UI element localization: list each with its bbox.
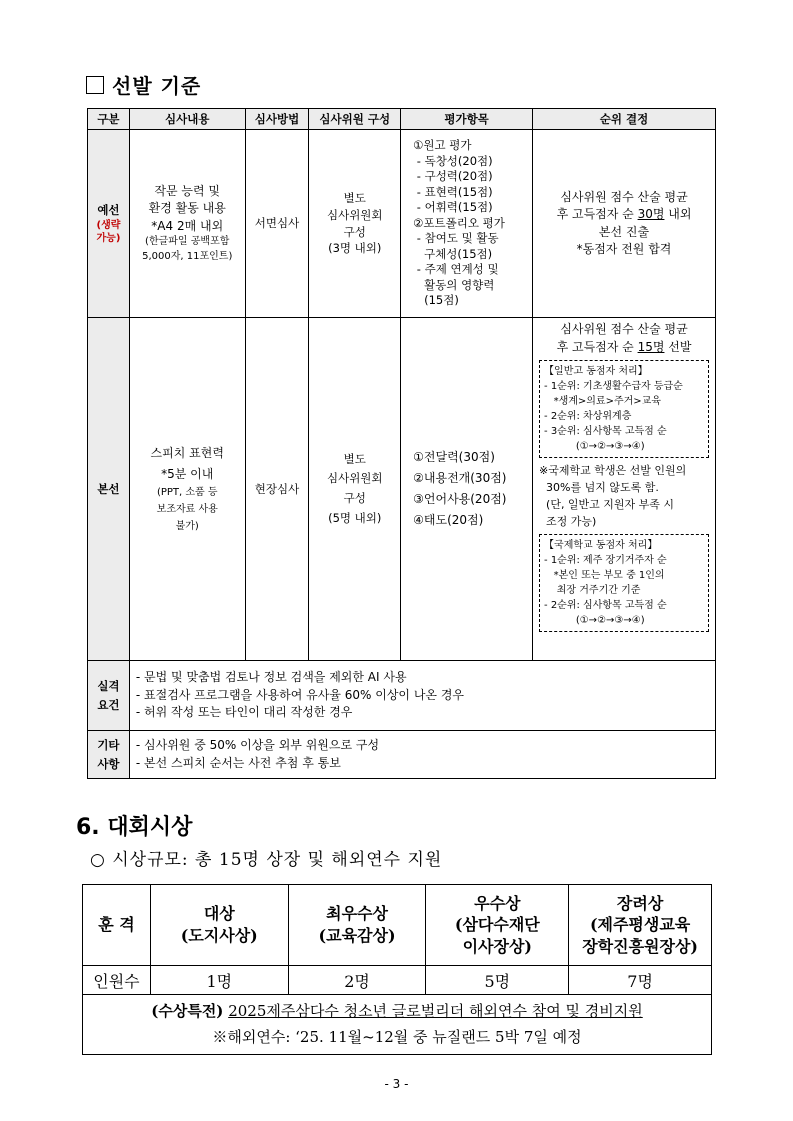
etc-row <box>88 731 716 779</box>
award-col0: 훈 격 <box>83 885 151 966</box>
etc-label: 기타 사항 <box>88 731 130 779</box>
general-tie-box: 【일반고 동점자 처리】 - 1순위: 기초생활수급자 등급순 *생계>의료>주거>교육 - 2순위: 차상위계층 - 3순위: 심사항목 고득점 순 (①→②→③→④) <box>539 360 709 458</box>
trip-note: ※해외연수: ‘25. 11월~12월 중 뉴질랜드 5박 7일 예정 <box>212 1027 582 1046</box>
final-panel: 별도 심사위원회 구성 (5명 내외) <box>309 318 401 661</box>
intl-note: ※국제학교 학생은 선발 인원의 30%를 넘지 않도록 함. (단, 일반고 지원자 부족 시 조정 가능) <box>539 464 687 529</box>
final-row <box>88 318 716 661</box>
disq-label: 실격 요건 <box>88 661 130 731</box>
section-title-awards: 6. 대회시상 <box>76 815 193 840</box>
awards-summary: ○ 시상규모: 총 15명 상장 및 해외연수 지원 <box>90 850 443 870</box>
count-label: 인원수 <box>83 966 151 995</box>
prelim-items: ①원고 평가 - 독창성(20점) - 구성력(20점) - 표현력(15점) - 어휘력(15점) ②포트폴리오 평가 - 참여도 및 활동 구체성(15점) - 주제 연계성 및 활동의 영향력 (15점) <box>401 130 533 318</box>
etc-text: - 심사위원 중 50% 이상을 외부 위원으로 구성 - 본선 스피치 순서는 사전 추첨 후 통보 <box>129 731 715 779</box>
benefit-cell <box>83 995 712 1055</box>
checkbox-square-icon <box>86 76 104 94</box>
selection-criteria-table <box>87 108 716 779</box>
table-header-row <box>88 109 716 130</box>
award-merit: 우수상 (삼다수재단 이사장상) <box>426 885 569 966</box>
count-excellence: 2명 <box>288 966 426 995</box>
prelim-content: 작문 능력 및 환경 활동 내용 *A4 2매 내외 (한글파일 공백포함 5,000자, 11포인트) <box>129 130 245 318</box>
benefit-label: (수상특전) <box>151 1002 224 1020</box>
award-encouragement: 장려상 (제주평생교육 장학진흥원장상) <box>569 885 712 966</box>
header-cell: 평가항목 <box>401 109 533 130</box>
prelim-rank: 심사위원 점수 산술 평균 후 고득점자 순 30명 내외 본선 진출 *동점자 전원 합격 <box>533 130 716 318</box>
award-header-row <box>83 885 712 966</box>
benefit-text: 2025제주삼다수 청소년 글로벌리더 해외연수 참여 및 경비지원 <box>228 1002 643 1020</box>
header-cell: 심사위원 구성 <box>309 109 401 130</box>
prelim-row <box>88 130 716 318</box>
awards-table <box>82 884 712 1055</box>
final-content: 스피치 표현력 *5분 이내 (PPT, 소품 등 보조자료 사용 불가) <box>129 318 245 661</box>
disq-text: - 문법 및 맞춤법 검토나 정보 검색을 제외한 AI 사용 - 표절검사 프로그램을 사용하여 유사율 60% 이상이 나온 경우 - 허위 작성 또는 타인이 대리 작성한 경우 <box>129 661 715 731</box>
award-count-row <box>83 966 712 995</box>
count-encouragement: 7명 <box>569 966 712 995</box>
header-cell: 순위 결정 <box>533 109 716 130</box>
final-items: ①전달력(30점) ②내용전개(30점) ③언어사용(20점) ④태도(20점) <box>401 318 533 661</box>
intl-tie-box: 【국제학교 동점자 처리】 - 1순위: 제주 장기거주자 순 *본인 또는 부모 중 1인의 최장 거주기간 기준 - 2순위: 심사항목 고득점 순 (①→②→③→④) <box>539 534 709 632</box>
count-grand: 1명 <box>150 966 288 995</box>
prelim-label: 예선 (생략 가능) <box>88 130 130 318</box>
disq-row <box>88 661 716 731</box>
prelim-method: 서면심사 <box>245 130 309 318</box>
final-rank: 심사위원 점수 산술 평균 후 고득점자 순 15명 선발 【일반고 동점자 처리】 - 1순위: 기초생활수급자 등급순 *생계>의료>주거>교육 - 2순위: 차상위계층 - 3순위: 심사항목 고득점 순 (①→②→③→④) ※국제학교 학생은 선발 인원의 30%를 넘지 않도록 함. (단, 일반고 지원자 부족 시 조정 가능) 【국제학교 동점자 처리】 - 1순위: 제주 장기거주자 순 *본인 또는 부모 중 1인의 최장 거주기간 기준 - 2순위: 심사항목 고득점 순 (①→②→③→④) <box>533 318 716 661</box>
award-grand: 대상 (도지사상) <box>150 885 288 966</box>
prelim-panel: 별도 심사위원회 구성 (3명 내외) <box>309 130 401 318</box>
count-merit: 5명 <box>426 966 569 995</box>
header-cell: 심사방법 <box>245 109 309 130</box>
final-method: 현장심사 <box>245 318 309 661</box>
header-cell: 구분 <box>88 109 130 130</box>
header-cell: 심사내용 <box>129 109 245 130</box>
award-excellence: 최우수상 (교육감상) <box>288 885 426 966</box>
section-title-selection: 선발 기준 <box>86 70 201 99</box>
award-benefit-row <box>83 995 712 1055</box>
page-number: - 3 - <box>384 1077 409 1091</box>
final-label: 본선 <box>88 318 130 661</box>
